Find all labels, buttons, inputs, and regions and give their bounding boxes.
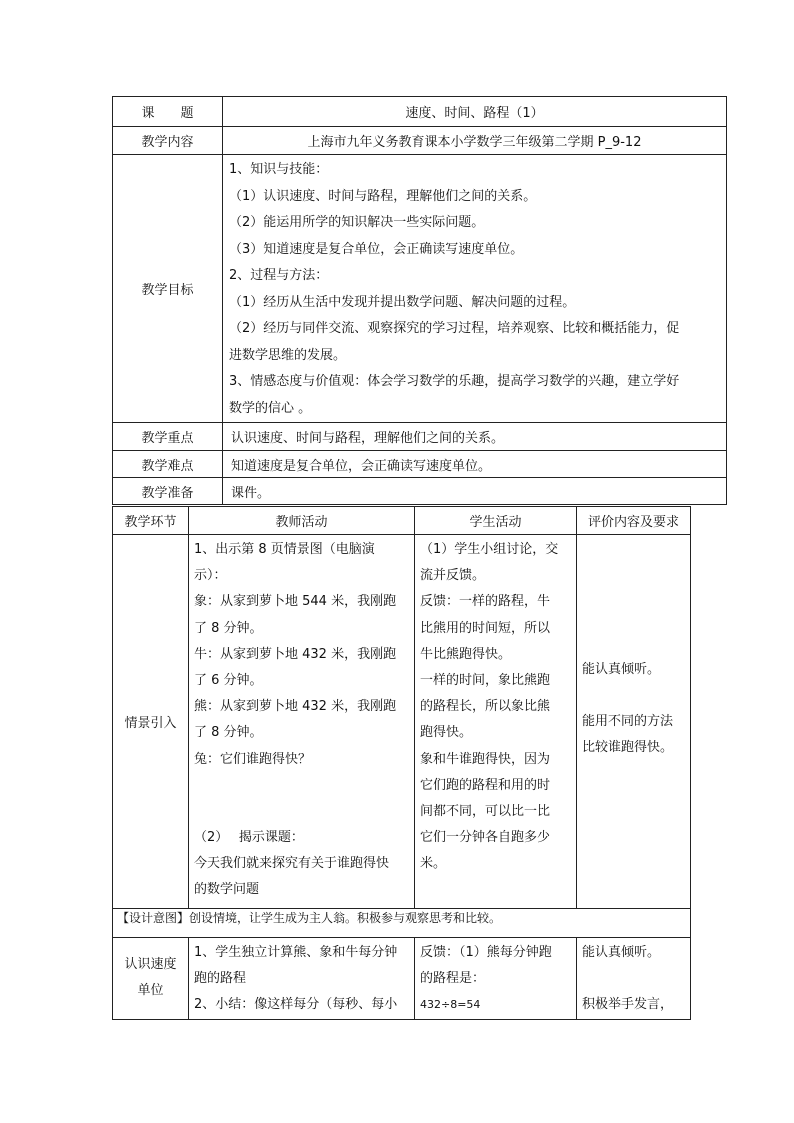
- eval-line: 积极举手发言，: [582, 997, 674, 1013]
- header-student: 学生活动: [415, 507, 577, 535]
- prep-label: 教学准备: [113, 478, 223, 505]
- content-label: 教学内容: [113, 127, 223, 155]
- title-row: [113, 97, 727, 127]
- eval-line: 比较谁跑得快。: [582, 740, 674, 756]
- goal-line: 2、过程与方法：: [229, 268, 329, 283]
- difficulty-row: [113, 451, 727, 478]
- goal-row: [113, 155, 727, 423]
- student-line: （1）学生小组讨论，交: [420, 542, 559, 557]
- student-line: 牛比熊跑得快。: [420, 646, 512, 662]
- student-line: 它们跑的路程和用的时: [420, 777, 551, 793]
- activity-row-unit: [113, 938, 691, 1020]
- teacher-line: 了 6 分钟。: [194, 673, 263, 689]
- goal-line: 3、情感态度与价值观：体会学习数学的乐趣，提高学习数学的兴趣，建立学好: [229, 374, 680, 389]
- teacher-line: 牛：从家到萝卜地 432 米，我刚跑: [194, 646, 397, 662]
- goal-line: （2）经历与同伴交流、观察探究的学习过程，培养观察、比较和概括能力，促: [229, 321, 680, 336]
- key-label: 教学重点: [113, 423, 223, 451]
- student-line: 反馈：（1）熊每分钟跑: [420, 945, 552, 960]
- goal-line: （1）认识速度、时间与路程，理解他们之间的关系。: [229, 188, 537, 204]
- student-line: 米。: [420, 856, 447, 872]
- eval-line: 能认真倾听。: [582, 945, 661, 960]
- goal-line: （1）经历从生活中发现并提出数学问题、解决问题的过程。: [229, 294, 576, 310]
- title-label: 课 题: [113, 97, 223, 127]
- teacher-line: 了 8 分钟。: [194, 620, 263, 636]
- key-row: [113, 423, 727, 451]
- student-line: 的路程长，所以象比熊: [420, 699, 551, 715]
- student-line: 间都不同，可以比一比: [420, 804, 551, 820]
- goal-line: 数学的信心 。: [229, 400, 312, 416]
- difficulty-label: 教学难点: [113, 451, 223, 478]
- student-line: 的路程是：: [420, 971, 486, 987]
- title-value: 速度、时间、路程（1）: [223, 97, 727, 127]
- teacher-line: 1、出示第 8 页情景图（电脑演: [194, 542, 375, 557]
- student-line: 跑得快。: [420, 725, 473, 741]
- student-equation: 432÷8=54: [420, 998, 481, 1012]
- activity-table: [112, 506, 691, 1020]
- teacher-line: 跑的路程: [194, 971, 247, 987]
- teacher-line: 了 8 分钟。: [194, 725, 263, 741]
- eval-line: 能用不同的方法: [582, 714, 674, 730]
- header-stage: 教学环节: [113, 507, 189, 535]
- stage-unit: [113, 938, 189, 1020]
- goal-line: （2）能运用所学的知识解决一些实际问题。: [229, 215, 485, 230]
- activity-header-row: [113, 507, 691, 535]
- eval-unit: [577, 938, 691, 1020]
- teacher-line: （2） 揭示课题：: [194, 829, 304, 845]
- goal-line: （3）知道速度是复合单位，会正确读写速度单位。: [229, 241, 524, 257]
- goal-line: 1、知识与技能：: [229, 162, 329, 177]
- teacher-line: 象：从家到萝卜地 544 米，我刚跑: [194, 594, 397, 610]
- stage-unit-line: 认识速度: [124, 957, 177, 972]
- difficulty-value: 知道速度是复合单位，会正确读写速度单位。: [223, 451, 727, 478]
- activity-row-intro: [113, 535, 691, 909]
- key-value: 认识速度、时间与路程，理解他们之间的关系。: [223, 423, 727, 451]
- teacher-line: 2、小结：像这样每分（每秒、每小: [194, 997, 398, 1013]
- goal-content: [223, 155, 727, 423]
- eval-intro: [577, 535, 691, 909]
- student-line: 一样的时间，象比熊跑: [420, 673, 551, 689]
- student-line: 它们一分钟各自跑多少: [420, 830, 551, 846]
- header-teacher: 教师活动: [189, 507, 415, 535]
- lesson-info-table: [112, 96, 727, 505]
- teacher-activity-intro: [189, 535, 415, 909]
- stage-intro: 情景引入: [113, 535, 189, 909]
- student-activity-intro: [415, 535, 577, 909]
- teacher-line: 1、学生独立计算熊、象和牛每分钟: [194, 945, 398, 960]
- prep-row: [113, 478, 727, 505]
- goal-line: 进数学思维的发展。: [229, 347, 347, 363]
- teacher-line: 今天我们就来探究有关于谁跑得快: [194, 856, 390, 872]
- design-intent: 【设计意图】创设情境，让学生成为主人翁。积极参与观察思考和比较。: [113, 909, 691, 938]
- content-row: [113, 127, 727, 155]
- student-line: 比熊用的时间短，所以: [420, 620, 551, 636]
- goal-label: 教学目标: [113, 155, 223, 423]
- prep-value: 课件。: [223, 478, 727, 505]
- student-line: 反馈：一样的路程，牛: [420, 594, 551, 610]
- student-line: 流并反馈。: [420, 568, 486, 584]
- content-value: 上海市九年义务教育课本小学数学三年级第二学期 P_9-12: [223, 127, 727, 155]
- stage-unit-line: 单位: [137, 983, 164, 998]
- student-activity-unit: [415, 938, 577, 1020]
- teacher-line: 的数学问题: [194, 882, 260, 898]
- teacher-line: 示）：: [194, 568, 227, 584]
- header-eval: 评价内容及要求: [577, 507, 691, 535]
- teacher-line: 兔：它们谁跑得快？: [194, 751, 312, 767]
- eval-line: 能认真倾听。: [582, 662, 661, 677]
- teacher-line: 熊：从家到萝卜地 432 米，我刚跑: [194, 699, 397, 715]
- design-intent-row: [113, 909, 691, 938]
- student-line: 象和牛谁跑得快，因为: [420, 751, 551, 767]
- teacher-activity-unit: [189, 938, 415, 1020]
